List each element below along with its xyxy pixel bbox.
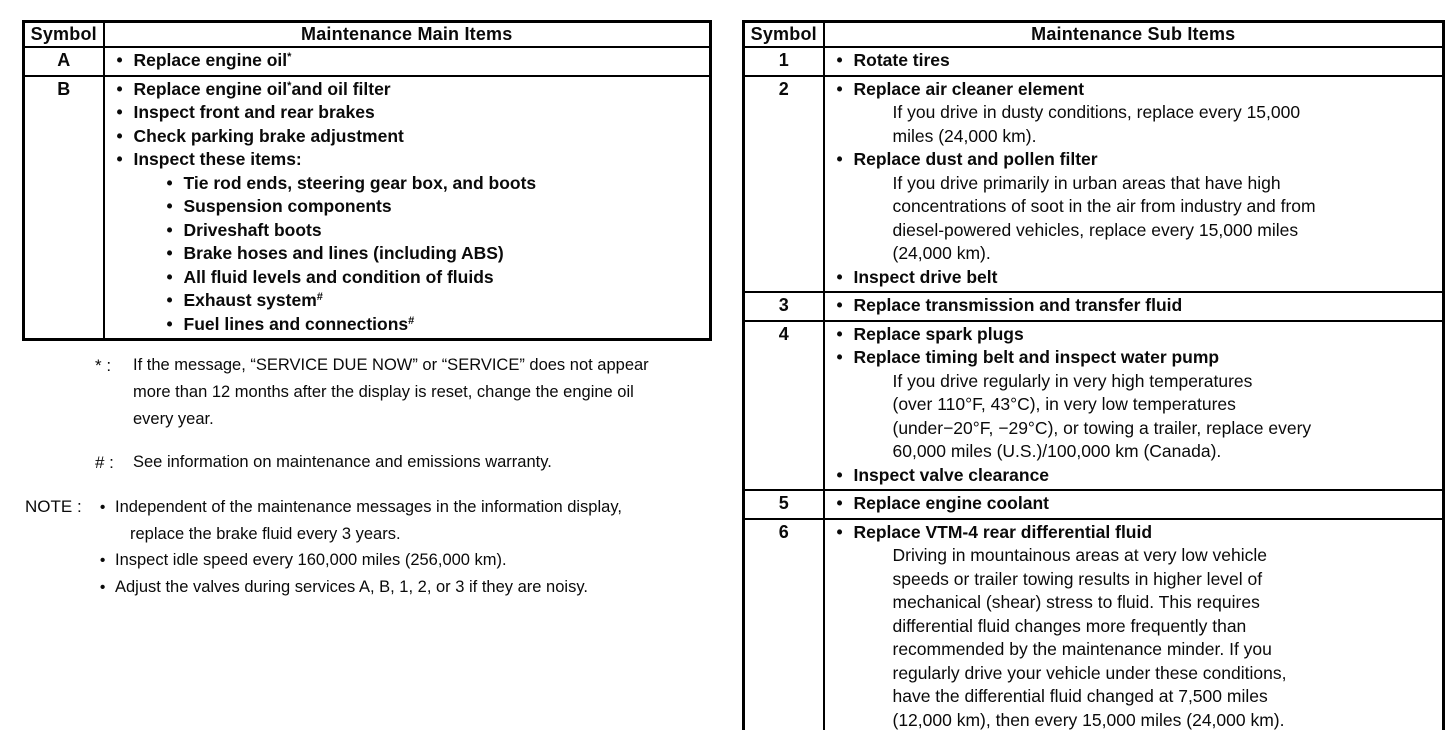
item-text: Brake hoses and lines (including ABS) <box>183 243 504 263</box>
item-line <box>825 148 1441 172</box>
footnote-line: If the message, “SERVICE DUE NOW” or “SERVICE” does not appear <box>133 356 649 374</box>
description-line <box>825 370 1441 394</box>
item-line <box>105 313 708 337</box>
item-text: If you drive regularly in very high temperatures <box>892 370 1253 391</box>
item-text: Replace VTM-4 rear differential fluid <box>853 521 1153 542</box>
item-text: Replace engine oil <box>133 50 288 70</box>
item-text: Driving in mountainous areas at very low vehicle <box>892 545 1267 565</box>
item-text: Suspension components <box>183 196 392 216</box>
items-cell <box>824 292 1444 321</box>
maintenance-sub-items-table <box>742 20 1445 730</box>
bullet-icon: • <box>836 78 843 99</box>
bullet-icon: • <box>166 172 173 193</box>
item-text: regularly drive your vehicle under these conditions, <box>892 662 1287 683</box>
table-row <box>744 292 1444 321</box>
footnote-marker: * <box>287 51 292 63</box>
footnote-symbol: * : <box>95 356 112 375</box>
bullet-icon: • <box>166 219 173 240</box>
item-text: miles (24,000 km). <box>892 125 1037 146</box>
bullet-icon: • <box>116 102 123 122</box>
description-line <box>825 638 1441 662</box>
note-line <box>100 574 622 601</box>
symbol-cell: 2 <box>744 76 824 293</box>
item-line <box>825 294 1441 318</box>
item-text: Inspect valve clearance <box>853 464 1050 485</box>
note-label: NOTE : <box>25 497 82 516</box>
item-text: Replace air cleaner element <box>853 78 1085 99</box>
note-text: Inspect idle speed every 160,000 miles (256,000 km). <box>115 551 507 569</box>
item-text: Replace spark plugs <box>853 323 1024 344</box>
item-line <box>105 242 708 266</box>
description-line <box>825 101 1441 125</box>
item-line <box>825 492 1441 516</box>
description-line <box>825 440 1441 464</box>
note-line-continuation <box>100 521 622 547</box>
item-text: concentrations of soot in the air from industry and from <box>892 196 1316 216</box>
item-line <box>105 289 708 313</box>
item-text: Tie rod ends, steering gear box, and boots <box>183 172 537 193</box>
note-text: Adjust the valves during services A, B, 1, 2, or 3 if they are noisy. <box>115 578 588 596</box>
note-line <box>100 494 622 521</box>
bullet-icon: • <box>166 290 173 310</box>
description-line <box>825 125 1441 149</box>
symbol-cell: 3 <box>744 292 824 321</box>
item-text: Inspect these items: <box>133 149 302 169</box>
footnote-line: every year. <box>133 410 214 428</box>
footnote-text <box>133 352 649 433</box>
symbol-cell: 6 <box>744 519 824 730</box>
symbol-cell: 5 <box>744 490 824 519</box>
item-text: Check parking brake adjustment <box>133 125 404 146</box>
description-line <box>825 615 1441 639</box>
items-cell <box>824 76 1444 293</box>
bullet-icon: • <box>166 313 173 334</box>
item-text: diesel-powered vehicles, replace every 15,000 miles <box>892 219 1299 240</box>
description-line <box>825 195 1441 219</box>
item-line <box>105 148 708 172</box>
item-text: Replace engine coolant <box>853 493 1049 513</box>
bullet-icon: • <box>100 552 106 569</box>
bullet-icon: • <box>166 243 173 263</box>
description-line <box>825 172 1441 196</box>
footnote <box>95 449 715 476</box>
item-text: Replace dust and pollen filter <box>853 149 1098 169</box>
bullet-icon: • <box>100 579 106 596</box>
note-line <box>100 547 622 574</box>
note-section <box>25 494 622 601</box>
item-line <box>825 78 1441 102</box>
bullet-icon: • <box>100 499 106 516</box>
item-text: recommended by the maintenance minder. If you <box>892 639 1272 659</box>
footnote-marker: * <box>287 79 292 92</box>
table-row <box>24 76 711 340</box>
item-line <box>825 521 1441 545</box>
items-cell <box>824 490 1444 519</box>
symbol-cell: B <box>24 76 104 340</box>
table-row <box>744 47 1444 76</box>
item-line <box>825 323 1441 347</box>
item-text: Inspect front and rear brakes <box>133 102 375 122</box>
footnote <box>95 352 715 433</box>
item-line <box>825 49 1441 73</box>
bullet-icon: • <box>836 521 843 542</box>
bullet-icon: • <box>836 149 843 169</box>
main-items-table-body <box>24 47 711 340</box>
item-line <box>105 172 708 196</box>
header-row <box>24 22 711 48</box>
symbol-cell: 4 <box>744 321 824 491</box>
item-text: Exhaust system <box>183 290 317 310</box>
table-row <box>24 47 711 76</box>
symbol-cell: A <box>24 47 104 76</box>
item-line <box>105 125 708 149</box>
symbol-cell: 1 <box>744 47 824 76</box>
note-items <box>100 494 622 601</box>
items-cell <box>824 47 1444 76</box>
bullet-icon: • <box>836 347 843 367</box>
table-row <box>744 321 1444 491</box>
item-line <box>825 346 1441 370</box>
item-line <box>105 266 708 290</box>
items-cell <box>824 519 1444 730</box>
note-text: Independent of the maintenance messages in the information display, <box>115 498 622 516</box>
item-text: mechanical (shear) stress to fluid. This requires <box>892 592 1260 612</box>
item-text: Rotate tires <box>853 50 950 70</box>
header-row <box>744 22 1444 48</box>
bullet-icon: • <box>116 149 123 169</box>
description-line <box>825 242 1441 266</box>
description-line <box>825 219 1441 243</box>
item-text-cont: and oil filter <box>291 78 391 99</box>
description-line <box>825 685 1441 709</box>
footnote-text <box>133 449 552 476</box>
table-row <box>744 490 1444 519</box>
maintenance-main-items-table <box>22 20 712 341</box>
sub-items-table-body <box>744 47 1444 730</box>
note-text: replace the brake fluid every 3 years. <box>130 525 401 543</box>
main-items-column-header: Maintenance Main Items <box>104 22 711 48</box>
footnote-marker: # <box>316 291 323 303</box>
footnote-line: See information on maintenance and emissions warranty. <box>133 453 552 471</box>
bullet-icon: • <box>836 295 843 315</box>
table-row <box>744 519 1444 730</box>
description-line <box>825 544 1441 568</box>
bullet-icon: • <box>166 196 173 216</box>
item-text: speeds or trailer towing results in higher level of <box>892 568 1263 589</box>
item-text: If you drive primarily in urban areas that have high <box>892 172 1281 193</box>
item-text: (12,000 km), then every 15,000 miles (24,000 km). <box>892 709 1285 730</box>
item-line <box>105 101 708 125</box>
item-text: (under−20°F, −29°C), or towing a trailer, replace every <box>892 417 1312 438</box>
symbol-column-header: Symbol <box>744 22 824 48</box>
bullet-icon: • <box>116 125 123 146</box>
bullet-icon: • <box>836 323 843 344</box>
item-text: Inspect drive belt <box>853 266 998 287</box>
footnote-marker: # <box>408 314 415 327</box>
item-text: (24,000 km). <box>892 243 991 263</box>
item-text: Fuel lines and connections <box>183 313 409 334</box>
item-text: Replace transmission and transfer fluid <box>853 295 1183 315</box>
bullet-icon: • <box>836 50 843 70</box>
item-text: If you drive in dusty conditions, replace every 15,000 <box>892 102 1301 122</box>
items-cell <box>824 321 1444 491</box>
item-text: All fluid levels and condition of fluids <box>183 266 494 287</box>
item-text: differential fluid changes more frequently than <box>892 615 1247 636</box>
sub-items-column-header: Maintenance Sub Items <box>824 22 1444 48</box>
description-line <box>825 568 1441 592</box>
bullet-icon: • <box>836 266 843 287</box>
item-text: have the differential fluid changed at 7,500 miles <box>892 686 1268 706</box>
item-text: Driveshaft boots <box>183 219 322 240</box>
items-cell <box>104 76 711 340</box>
item-text: 60,000 miles (U.S.)/100,000 km (Canada). <box>892 441 1222 461</box>
bullet-icon: • <box>836 464 843 485</box>
description-line <box>825 393 1441 417</box>
item-line <box>825 266 1441 290</box>
description-line <box>825 591 1441 615</box>
item-line <box>825 464 1441 488</box>
bullet-icon: • <box>116 78 123 99</box>
footnotes-section <box>95 352 715 492</box>
item-line <box>105 78 708 102</box>
footnote-symbol: # : <box>95 453 114 472</box>
item-text: Replace timing belt and inspect water pump <box>853 347 1220 367</box>
item-text: Replace engine oil <box>133 78 288 99</box>
item-line <box>105 49 708 73</box>
item-line <box>105 219 708 243</box>
footnote-line: more than 12 months after the display is reset, change the engine oil <box>133 383 634 401</box>
bullet-icon: • <box>836 493 843 513</box>
description-line <box>825 417 1441 441</box>
bullet-icon: • <box>166 266 173 287</box>
description-line <box>825 662 1441 686</box>
item-line <box>105 195 708 219</box>
symbol-column-header: Symbol <box>24 22 104 48</box>
item-text: (over 110°F, 43°C), in very low temperatures <box>892 394 1236 414</box>
description-line <box>825 709 1441 730</box>
bullet-icon: • <box>116 50 123 70</box>
items-cell <box>104 47 711 76</box>
table-row <box>744 76 1444 293</box>
